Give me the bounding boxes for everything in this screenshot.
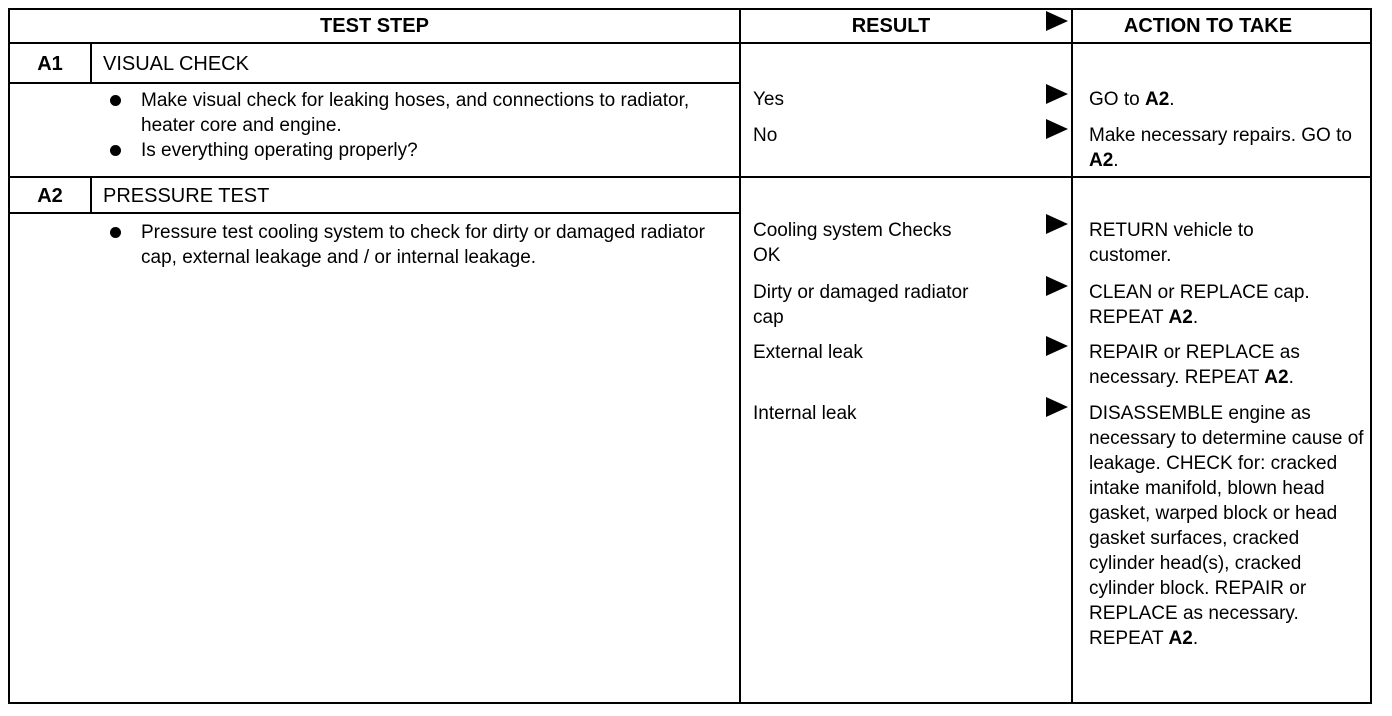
action-a2-ok: RETURN vehicle to customer. xyxy=(1089,220,1254,266)
result-a2-external-leak: External leak xyxy=(753,342,863,363)
action-a2-dirty-cap: CLEAN or REPLACE cap. REPEAT A2. xyxy=(1089,282,1310,328)
arrow-icon xyxy=(1046,119,1068,139)
arrow-icon xyxy=(1046,214,1068,234)
bullet-icon xyxy=(110,95,121,106)
a1-title-bottom-line xyxy=(8,82,739,84)
header-test-step: TEST STEP xyxy=(320,15,429,37)
bullet-icon xyxy=(110,145,121,156)
arrow-icon xyxy=(1046,336,1068,356)
result-a1-no: No xyxy=(753,125,778,146)
column-divider-result xyxy=(739,8,741,704)
step-id-divider-a2 xyxy=(90,177,92,214)
header-result: RESULT xyxy=(851,15,931,37)
list-item: Pressure test cooling system to check for dirty or damaged radiator cap, external leakage and / or internal leakage. xyxy=(100,220,730,270)
arrow-icon xyxy=(1046,276,1068,296)
a2-title-bottom-line xyxy=(8,212,739,214)
step-id-a2: A2 xyxy=(37,185,63,207)
step-id-a1: A1 xyxy=(37,53,63,75)
action-a2-internal-leak: DISASSEMBLE engine as necessary to determine cause of leakage. CHECK for: cracked intake manifold, blown head gasket, warped block or head gasket surfaces, cracked cylinder head(s), cracked cylinder block. REPAIR or REPLACE as necessary. REPEAT A2. xyxy=(1089,403,1364,649)
step-a1-instructions xyxy=(100,88,730,163)
step-title-a2: PRESSURE TEST xyxy=(103,185,270,207)
arrow-icon xyxy=(1046,84,1068,104)
action-a1-yes: GO to A2. xyxy=(1089,89,1175,110)
result-a2-ok: Cooling system Checks OK xyxy=(753,220,952,266)
result-a2-dirty-cap: Dirty or damaged radiator cap xyxy=(753,282,969,328)
list-item: Make visual check for leaking hoses, and connections to radiator, heater core and engine. xyxy=(100,88,730,138)
header-action: ACTION TO TAKE xyxy=(1123,15,1293,37)
header-arrow-icon xyxy=(1046,11,1068,31)
bullet-icon xyxy=(110,227,121,238)
action-a2-external-leak: REPAIR or REPLACE as necessary. REPEAT A2. xyxy=(1089,342,1300,388)
step-id-divider-a1 xyxy=(90,43,92,83)
step-title-a1: VISUAL CHECK xyxy=(103,53,249,75)
column-divider-action xyxy=(1071,8,1073,704)
result-a1-yes: Yes xyxy=(753,89,784,110)
arrow-icon xyxy=(1046,397,1068,417)
action-a1-no: Make necessary repairs. GO to A2. xyxy=(1089,125,1352,171)
result-a2-internal-leak: Internal leak xyxy=(753,403,857,424)
list-item: Is everything operating properly? xyxy=(100,138,730,163)
a1-section-bottom-line xyxy=(8,176,1372,178)
step-a2-instructions xyxy=(100,220,730,270)
